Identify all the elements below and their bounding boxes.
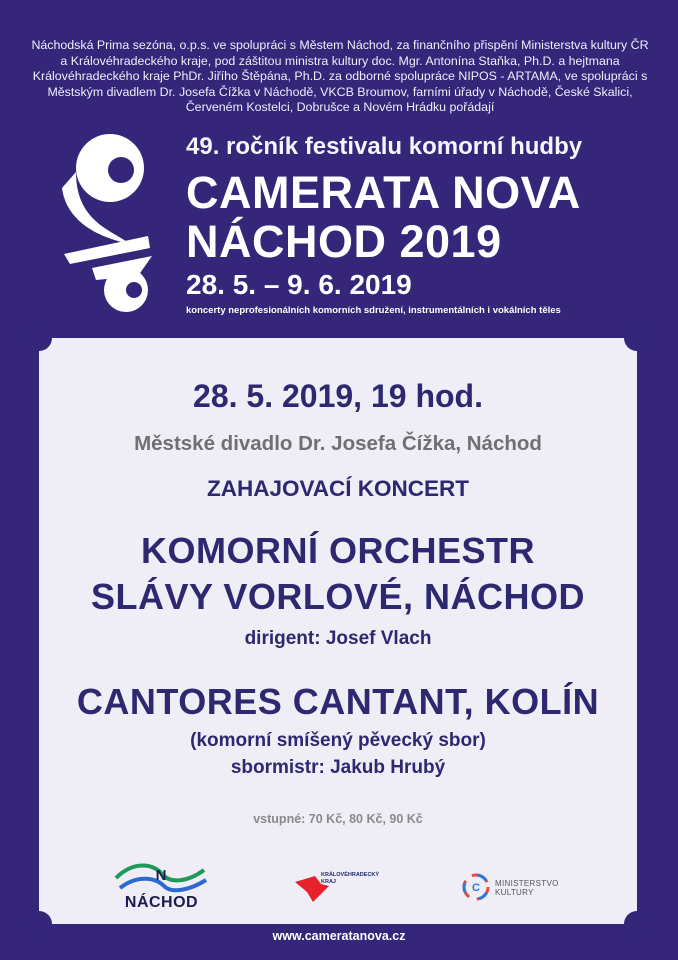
festival-title-line1: CAMERATA NOVA bbox=[186, 167, 581, 218]
ensemble1-name-line2: SLÁVY VORLOVÉ, NÁCHOD bbox=[91, 576, 585, 617]
nachod-logo-letter: N bbox=[155, 867, 167, 884]
panel-corner-notch bbox=[624, 325, 650, 351]
organizer-intro-text: Náchodská Prima sezóna, o.p.s. ve spolupráci s Městem Náchod, za finančního přispění Ministerstva kultury ČR a Královéhradeckého kraje, pod záštitou ministra kultury doc. Mgr. Antonína Staňka, Ph.D. a hejtmana Královéhradeckého kraje PhDr. Jiřího Štěpána, Ph.D. za odborné spolupráce NIPOS - ARTAMA, ve spolupráci s Městským divadlem Dr. Josefa Čížka v Náchodě, VKCB Broumov, farními úřady v Náchodě, České Skalici, Červeném Kostelci, Dobrušce a Novém Hrádku pořádají bbox=[31, 38, 649, 115]
ministry-logo-text: MINISTERSTVO KULTURY bbox=[495, 879, 559, 897]
event-panel bbox=[39, 338, 637, 924]
kraj-logo bbox=[291, 868, 381, 908]
festival-edition: 49. ročník festivalu komorní hudby bbox=[186, 133, 583, 160]
event-date-time: 28. 5. 2019, 19 hod. bbox=[193, 378, 483, 414]
admission-prices: vstupné: 70 Kč, 80 Kč, 90 Kč bbox=[253, 812, 423, 826]
nachod-wave-icon bbox=[114, 856, 209, 896]
ensemble2-name: CANTORES CANTANT, KOLÍN bbox=[76, 681, 600, 722]
kraj-logo-text: KRÁLOVÉHRADECKÝ KRAJ bbox=[321, 872, 380, 885]
festival-header bbox=[186, 132, 656, 316]
nachod-logo-text: NÁCHOD bbox=[124, 894, 199, 911]
ministry-logo bbox=[461, 872, 571, 902]
choirmaster: sbormistr: Jakub Hrubý bbox=[230, 757, 446, 778]
ministry-logo-letter: C bbox=[472, 882, 480, 894]
ensemble2-description: (komorní smíšený pěvecký sbor) bbox=[190, 730, 486, 751]
panel-corner-notch bbox=[26, 325, 52, 351]
festival-subtitle: koncerty neprofesionálních komorních sdružení, instrumentálních i vokálních těles bbox=[186, 305, 561, 316]
concert-type: ZAHAJOVACÍ KONCERT bbox=[206, 476, 470, 501]
ministry-emblem-icon bbox=[461, 872, 491, 902]
event-venue: Městské divadlo Dr. Josefa Čížka, Náchod bbox=[134, 432, 542, 455]
festival-logo-icon bbox=[52, 132, 172, 322]
ensemble1-name-line1: KOMORNÍ ORCHESTR bbox=[141, 530, 535, 571]
festival-title-line2: NÁCHOD 2019 bbox=[186, 216, 502, 267]
website-url: www.cameratanova.cz bbox=[272, 929, 406, 943]
festival-dates: 28. 5. – 9. 6. 2019 bbox=[186, 269, 412, 300]
nachod-logo bbox=[114, 856, 209, 914]
conductor: dirigent: Josef Vlach bbox=[244, 628, 432, 649]
